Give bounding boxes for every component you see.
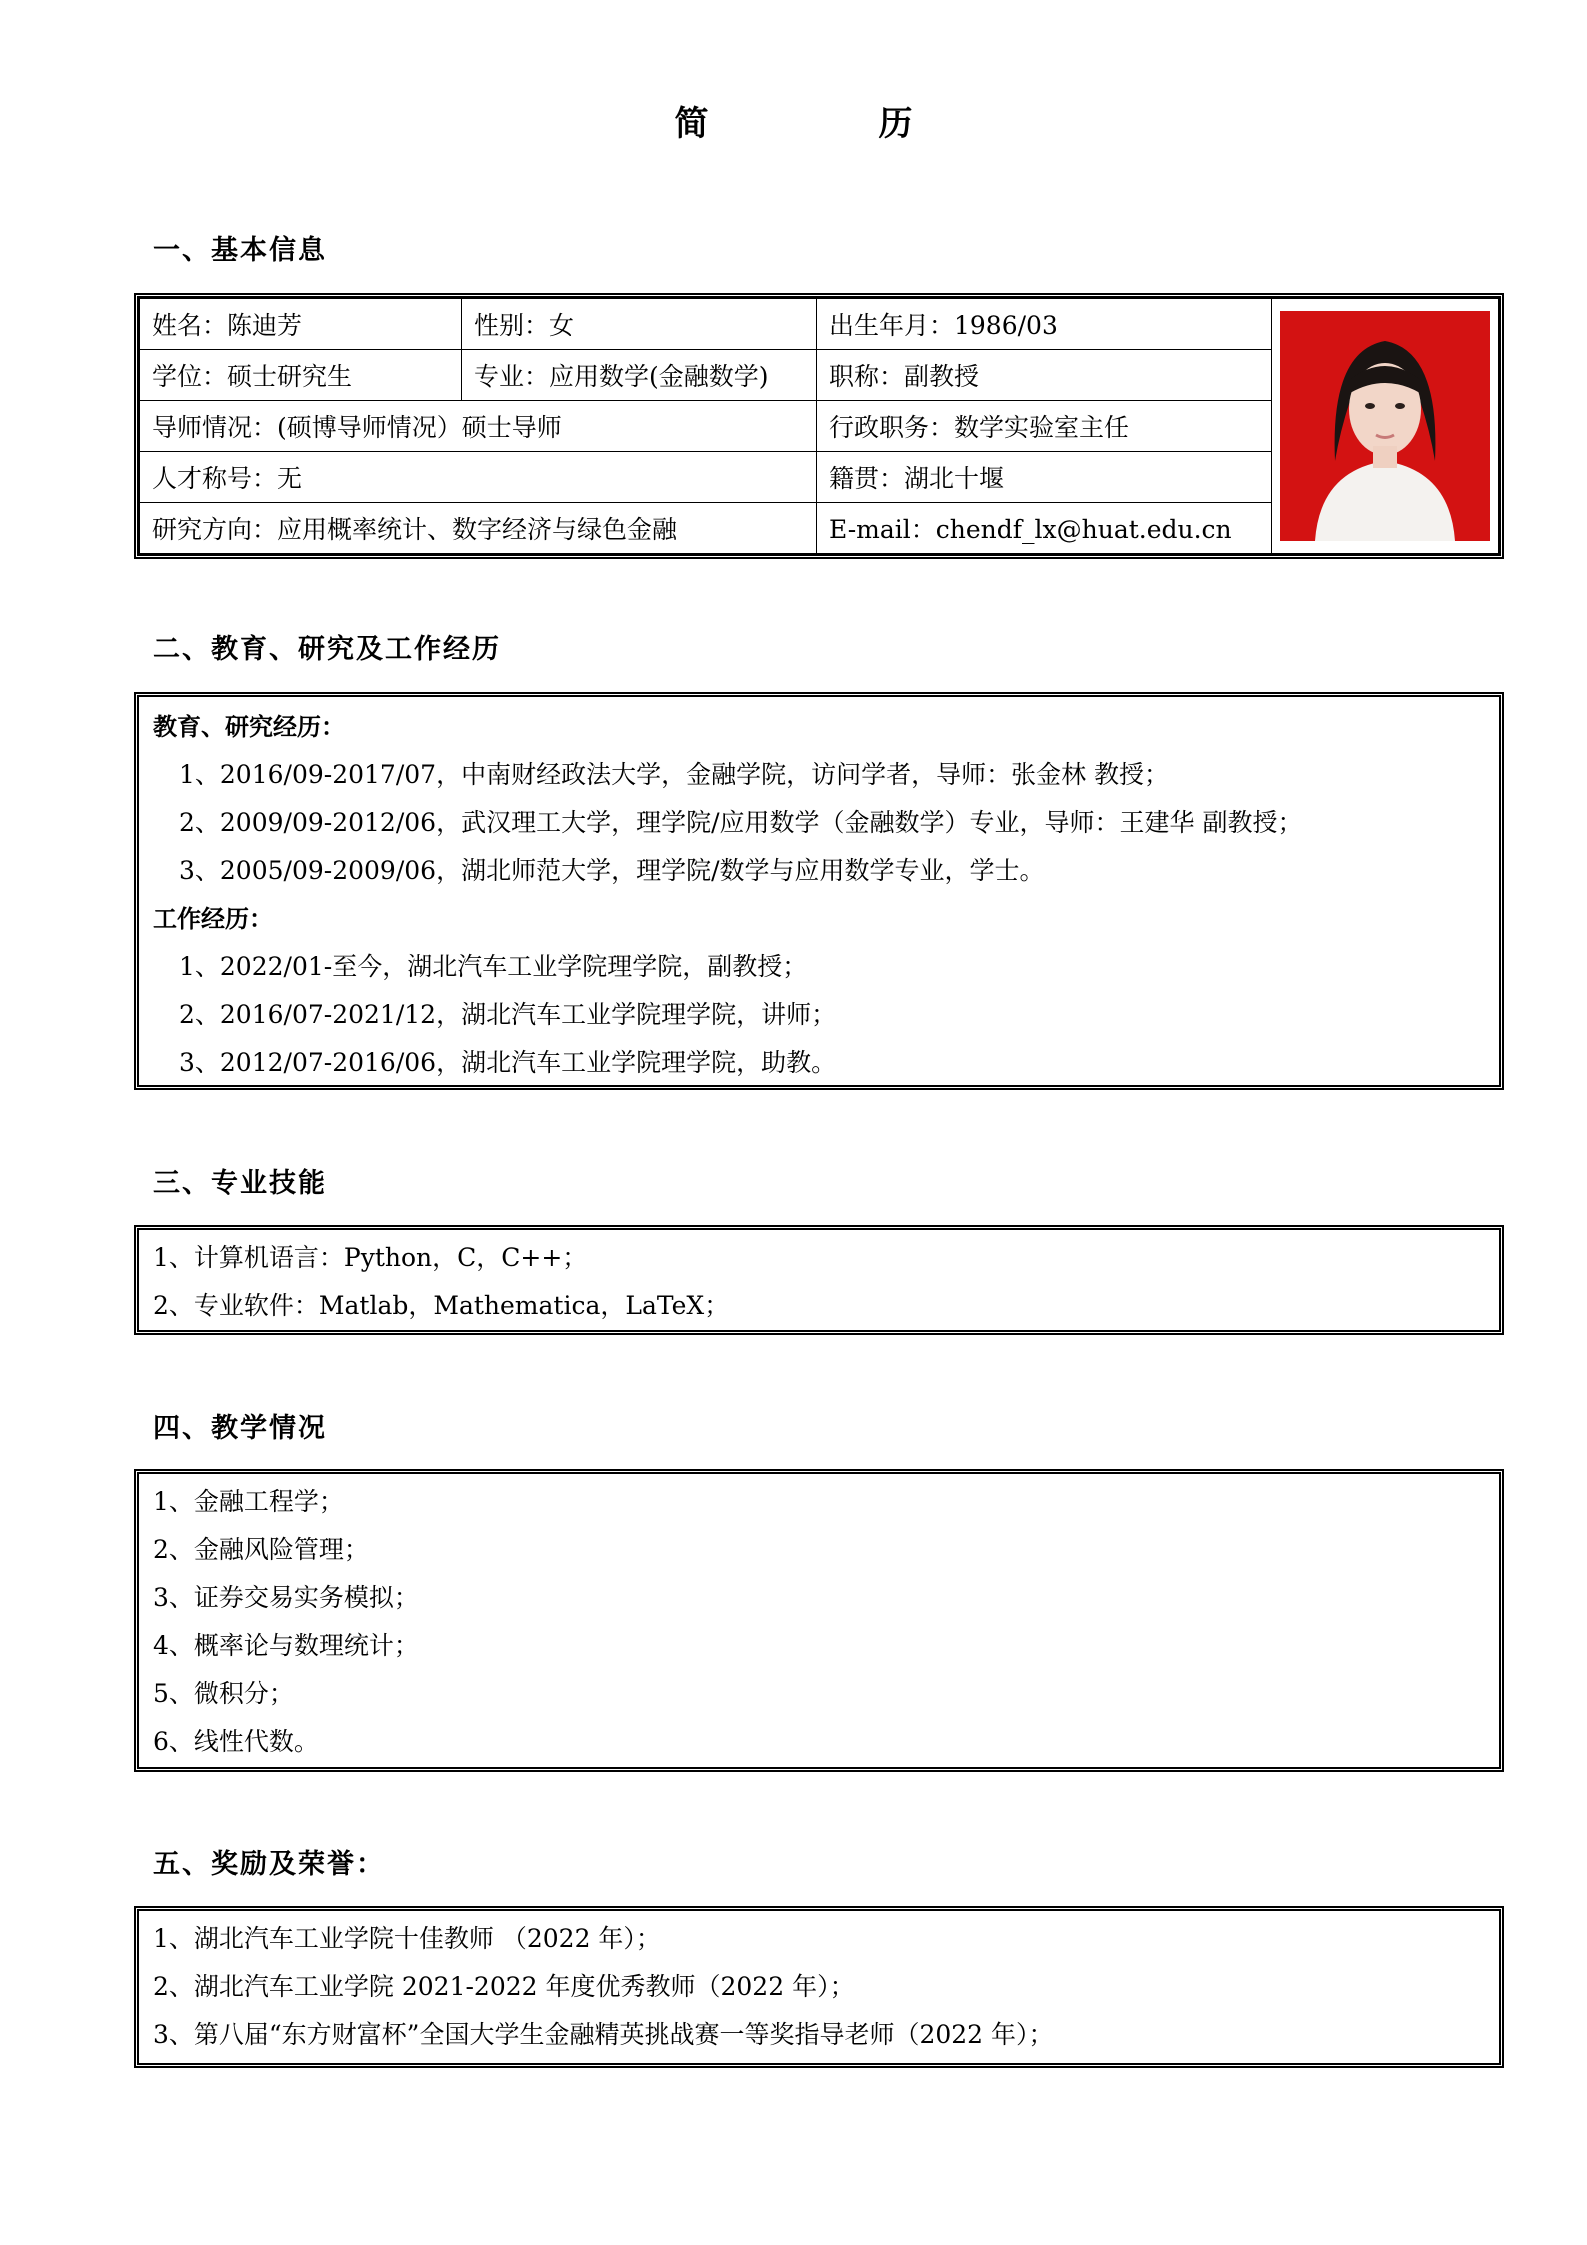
- resume-title: [0, 90, 1587, 150]
- supervisor-cell: 导师情况：(硕博导师情况）硕士导师: [140, 400, 817, 451]
- skills-box: [134, 1225, 1504, 1335]
- teaching-item: 1、金融工程学；: [153, 1487, 344, 1516]
- teaching-item: 3、证券交易实务模拟；: [153, 1583, 419, 1612]
- skill-item: 1、计算机语言：Python，C，C++；: [153, 1243, 588, 1272]
- teaching-item: 6、线性代数。: [153, 1727, 319, 1756]
- work-item: 3、2012/07-2016/06，湖北汽车工业学院理学院，助教。: [179, 1048, 837, 1077]
- teaching-item: 5、微积分；: [153, 1679, 294, 1708]
- skill-item: 2、专业软件：Matlab，Mathematica，LaTeX；: [153, 1291, 730, 1320]
- section-heading-skills: 三、专业技能: [153, 1168, 327, 1199]
- awards-box: [134, 1906, 1504, 2068]
- birth-cell: 出生年月：1986/03: [817, 299, 1272, 350]
- title-char-1: 简: [674, 103, 709, 144]
- talent-cell: 人才称号：无: [140, 451, 817, 502]
- work-subheading: 工作经历：: [153, 905, 273, 933]
- basic-info-table: [139, 298, 1499, 554]
- section-heading-awards: 五、奖励及荣誉：: [153, 1849, 385, 1880]
- edu-subheading: 教育、研究经历：: [153, 713, 345, 741]
- profile-photo: [1280, 311, 1490, 541]
- experience-box: [134, 692, 1504, 1090]
- work-item: 1、2022/01-至今，湖北汽车工业学院理学院，副教授；: [179, 952, 808, 981]
- teaching-box: [134, 1469, 1504, 1772]
- section-heading-teaching: 四、教学情况: [153, 1413, 327, 1444]
- section-heading-basic: 一、基本信息: [153, 235, 327, 266]
- teaching-item: 2、金融风险管理；: [153, 1535, 369, 1564]
- major-cell: 专业：应用数学(金融数学): [462, 349, 817, 400]
- professional-title-cell: 职称：副教授: [817, 349, 1272, 400]
- award-item: 1、湖北汽车工业学院十佳教师 （2022 年）；: [153, 1924, 661, 1953]
- degree-cell: 学位：硕士研究生: [140, 349, 462, 400]
- name-cell: 姓名：陈迪芳: [140, 299, 462, 350]
- research-cell: 研究方向：应用概率统计、数字经济与绿色金融: [140, 502, 817, 553]
- edu-item: 3、2005/09-2009/06，湖北师范大学，理学院/数学与应用数学专业，学士。: [179, 856, 1045, 885]
- edu-item: 1、2016/09-2017/07，中南财经政法大学，金融学院，访问学者，导师：张金林 教授；: [179, 760, 1170, 789]
- award-item: 2、湖北汽车工业学院 2021-2022 年度优秀教师（2022 年）；: [153, 1972, 855, 2001]
- title-char-2: 历: [878, 103, 913, 144]
- photo-cell: [1272, 299, 1499, 554]
- work-item: 2、2016/07-2021/12，湖北汽车工业学院理学院，讲师；: [179, 1000, 837, 1029]
- email-cell: E-mail：chendf_lx@huat.edu.cn: [817, 502, 1272, 553]
- basic-info-box: [134, 293, 1504, 559]
- teaching-item: 4、概率论与数理统计；: [153, 1631, 419, 1660]
- gender-cell: 性别：女: [462, 299, 817, 350]
- award-item: 3、第八届“东方财富杯”全国大学生金融精英挑战赛一等奖指导老师（2022 年）；: [153, 2020, 1054, 2049]
- section-heading-education: 二、教育、研究及工作经历: [153, 634, 501, 665]
- admin-post-cell: 行政职务：数学实验室主任: [817, 400, 1272, 451]
- native-place-cell: 籍贯：湖北十堰: [817, 451, 1272, 502]
- edu-item: 2、2009/09-2012/06，武汉理工大学，理学院/应用数学（金融数学）专业，导师：王建华 副教授；: [179, 808, 1303, 837]
